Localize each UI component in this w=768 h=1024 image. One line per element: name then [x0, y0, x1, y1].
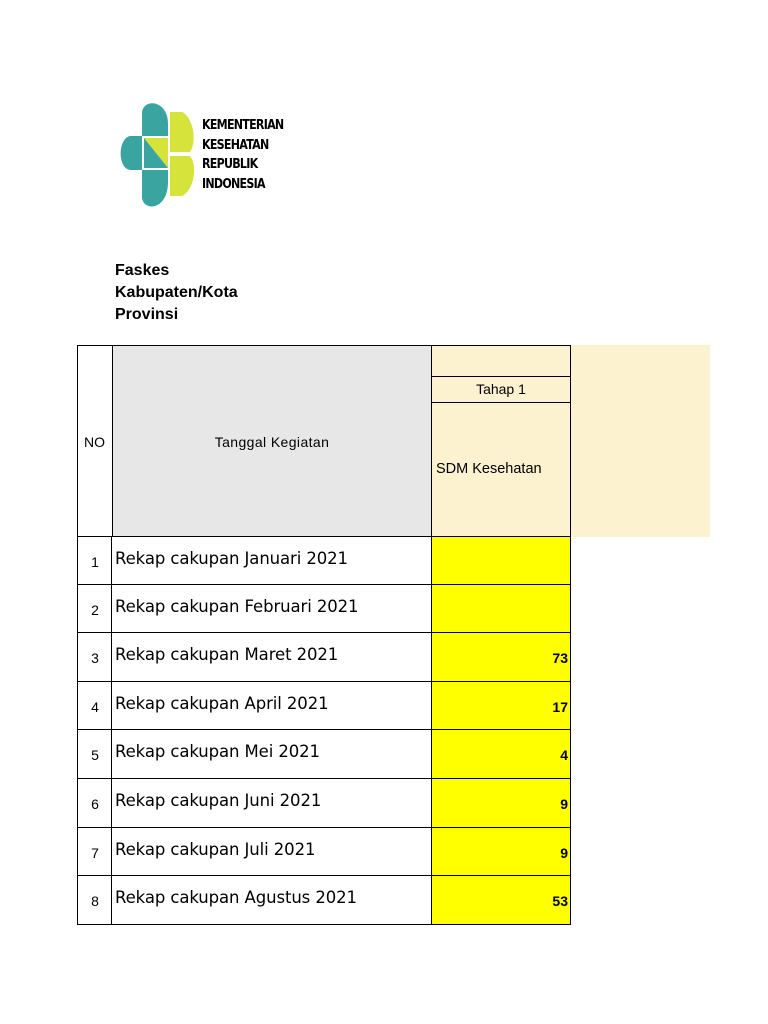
row-no-cell [78, 876, 112, 924]
row-tanggal-cell [112, 585, 432, 633]
table-header [77, 345, 571, 537]
kemenkes-wordmark [202, 116, 283, 194]
header-no-label: NO [84, 434, 105, 450]
table-row [77, 876, 571, 925]
row-no-cell [78, 682, 112, 730]
row-tanggal-cell [112, 876, 432, 924]
row-tanggal: Rekap cakupan Juni 2021 [115, 790, 322, 810]
row-no: 2 [91, 601, 99, 618]
row-no: 8 [91, 893, 99, 910]
kabupaten-label: Kabupaten/Kota [115, 284, 238, 301]
header-tahap-label: Tahap 1 [432, 376, 570, 403]
kemenkes-logo [116, 98, 296, 213]
table-row [77, 779, 571, 828]
row-tanggal-cell [112, 633, 432, 681]
row-tanggal-cell [112, 537, 432, 584]
row-value-cell [432, 730, 570, 778]
row-value-cell [432, 876, 570, 924]
row-tanggal: Rekap cakupan Agustus 2021 [115, 888, 357, 908]
row-tanggal-cell [112, 828, 432, 876]
table-body [77, 536, 571, 925]
header-extension [570, 345, 710, 537]
row-value-cell [432, 682, 570, 730]
row-tanggal: Rekap cakupan Juli 2021 [115, 839, 316, 859]
row-no: 4 [91, 698, 99, 715]
table-row [77, 730, 571, 779]
row-value: 4 [560, 747, 568, 764]
header-tanggal-cell [113, 346, 432, 536]
row-no-cell [78, 828, 112, 876]
row-value: 73 [552, 650, 568, 667]
row-tanggal: Rekap cakupan Januari 2021 [115, 549, 348, 568]
header-tanggal-label: Tanggal Kegiatan [214, 434, 330, 450]
table-row [77, 633, 571, 682]
kemenkes-emblem-icon [116, 98, 196, 213]
row-value-cell [432, 537, 570, 584]
row-tanggal-cell [112, 730, 432, 778]
logo-line-4: INDONESIA [202, 175, 265, 192]
row-no: 6 [91, 795, 99, 812]
row-value: 9 [560, 795, 568, 812]
row-no-cell [78, 633, 112, 681]
row-value: 53 [552, 893, 568, 910]
row-no: 5 [91, 747, 99, 764]
row-value: 17 [552, 698, 568, 715]
logo-line-3: REPUBLIK [202, 156, 258, 172]
faskes-label: Faskes [115, 262, 170, 279]
header-sdm-cell [432, 346, 570, 536]
row-no-cell [78, 779, 112, 827]
row-tanggal: Rekap cakupan Februari 2021 [115, 596, 359, 616]
row-no: 1 [91, 554, 99, 570]
header-sdm-label: SDM Kesehatan [436, 461, 542, 477]
table-row [77, 682, 571, 731]
logo-line-1: KEMENTERIAN [202, 117, 284, 133]
row-tanggal: Rekap cakupan Maret 2021 [115, 645, 339, 665]
row-no: 7 [91, 844, 99, 861]
row-value: 9 [560, 844, 568, 861]
row-no: 3 [91, 650, 99, 667]
table-row [77, 536, 571, 585]
row-tanggal-cell [112, 682, 432, 730]
row-value-cell [432, 779, 570, 827]
provinsi-label: Provinsi [115, 306, 179, 323]
row-value-cell [432, 585, 570, 633]
table-row [77, 585, 571, 634]
facility-info [115, 260, 238, 326]
row-tanggal: Rekap cakupan April 2021 [115, 693, 329, 713]
row-no-cell [78, 537, 112, 584]
table-row [77, 828, 571, 877]
logo-line-2: KESEHATAN [202, 136, 269, 153]
row-tanggal-cell [112, 779, 432, 827]
row-value-cell [432, 633, 570, 681]
row-no-cell [78, 730, 112, 778]
row-no-cell [78, 585, 112, 633]
header-no-cell [78, 346, 113, 536]
row-value-cell [432, 828, 570, 876]
row-tanggal: Rekap cakupan Mei 2021 [115, 742, 320, 762]
